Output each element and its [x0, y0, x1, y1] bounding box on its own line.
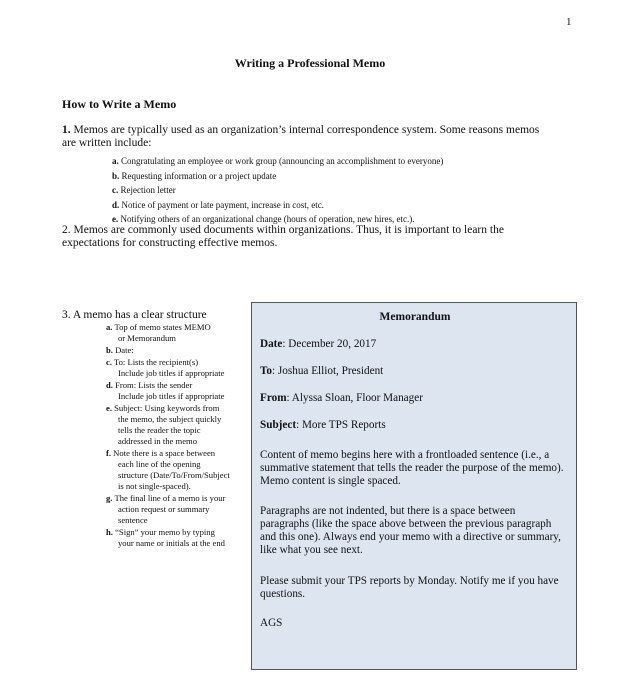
- section-heading: How to Write a Memo: [62, 97, 177, 111]
- memo-example-box: [251, 302, 577, 670]
- point-1-number: 1.: [62, 124, 71, 136]
- list-item: e. Subject: Using keywords from the memo, the subject quickly tells the reader the topic addressed in the memo: [106, 403, 222, 446]
- list-item: d. Notice of payment or late payment, increase in cost, etc.: [112, 199, 324, 210]
- list-item: d. From: Lists the sender Include job titles if appropriate: [106, 380, 225, 401]
- list-item: b. Date:: [106, 345, 134, 355]
- list-item: b. Requesting information or a project update: [112, 170, 277, 181]
- memo-reasons-list: [112, 154, 542, 227]
- point-3-heading: 3. A memo has a clear structure: [62, 309, 207, 321]
- memo-from: From: Alyssa Sloan, Floor Manager: [260, 392, 423, 404]
- memo-body-paragraph-1: Content of memo begins here with a frontloaded sentence (i.e., a summative statement that tells the reader the purpose of the memo). Memo content is single spaced.: [260, 449, 564, 487]
- list-item: f. Note there is a space between each line of the opening structure (Date/To/From/Subject is not single-spaced).: [106, 448, 230, 491]
- list-item: e. Notifying others of an organizational change (hours of operation, new hires, etc.).: [112, 214, 415, 224]
- page-title: Writing a Professional Memo: [234, 56, 386, 70]
- memo-body-paragraph-2: Paragraphs are not indented, but there is a space between paragraphs (like the space above between the previous paragraph and this one). Always end your memo with a directive or summary, like what you see next.: [260, 505, 561, 556]
- list-item: c. Rejection letter: [112, 185, 176, 195]
- list-item: g. The final line of a memo is your action request or summary sentence: [106, 493, 226, 525]
- memo-subject: Subject: More TPS Reports: [260, 419, 386, 431]
- list-item: h. “Sign” your memo by typing your name or initials at the end: [106, 527, 225, 548]
- point-2-paragraph: 2. Memos are commonly used documents within organizations. Thus, it is important to learn the expectations for constructing effective memos.: [62, 224, 504, 249]
- list-item: a. Congratulating an employee or work group (announcing an accomplishment to everyone): [112, 156, 444, 166]
- memo-structure-list: [106, 322, 251, 550]
- page-number: 1: [566, 16, 572, 28]
- point-1-text: Memos are typically used as an organization’s internal correspondence system. Some reasons memos are written include:: [62, 124, 540, 149]
- memo-body-paragraph-3: Please submit your TPS reports by Monday. Notify me if you have questions.: [260, 575, 559, 600]
- list-item: a. Top of memo states MEMO or Memorandum: [106, 322, 211, 343]
- memo-date: Date: December 20, 2017: [260, 338, 377, 350]
- point-1-paragraph: [62, 124, 552, 150]
- memo-signature: AGS: [260, 617, 283, 629]
- memo-heading: Memorandum: [379, 311, 451, 323]
- memo-to: To: Joshua Elliot, President: [260, 365, 384, 377]
- list-item: c. To: Lists the recipient(s) Include job titles if appropriate: [106, 357, 225, 378]
